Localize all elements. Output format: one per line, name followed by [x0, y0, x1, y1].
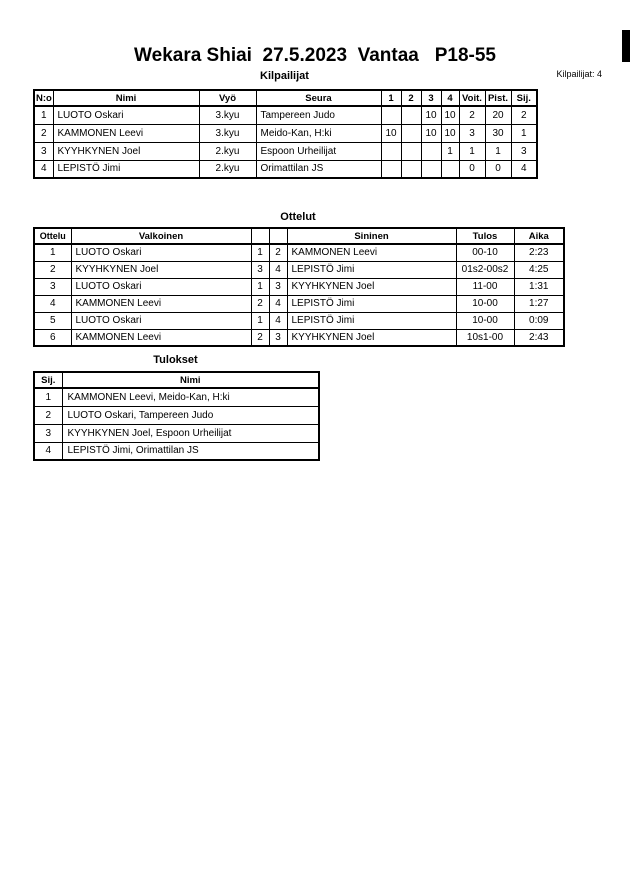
- cell-seura: Meido-Kan, H:ki: [256, 124, 381, 142]
- header-cell: [269, 228, 287, 244]
- cell-c4: 1: [441, 142, 459, 160]
- header-cell: Tulos: [456, 228, 514, 244]
- ottelut-table: [33, 227, 565, 347]
- cell-c4: [441, 160, 459, 178]
- cell-wno: 2: [251, 329, 269, 346]
- header-cell: Nimi: [62, 372, 319, 388]
- cell-ottelu: 4: [34, 295, 71, 312]
- cell-sij: 3: [34, 424, 62, 442]
- header-cell: 2: [401, 90, 421, 106]
- cell-sininen: LEPISTÖ Jimi: [287, 261, 456, 278]
- cell-valkoinen: KAMMONEN Leevi: [71, 329, 251, 346]
- cell-aika: 1:27: [514, 295, 564, 312]
- cell-c4: 10: [441, 124, 459, 142]
- cell-valkoinen: LUOTO Oskari: [71, 312, 251, 329]
- header-cell: Nimi: [53, 90, 199, 106]
- table-row: [34, 160, 537, 178]
- cell-no: 3: [34, 142, 53, 160]
- cell-aika: 1:31: [514, 278, 564, 295]
- cell-nimi: LEPISTÖ Jimi: [53, 160, 199, 178]
- header-cell: 4: [441, 90, 459, 106]
- cell-ottelu: 5: [34, 312, 71, 329]
- table-row: [34, 106, 537, 124]
- table-row: [34, 312, 564, 329]
- cell-sininen: LEPISTÖ Jimi: [287, 312, 456, 329]
- cell-ottelu: 2: [34, 261, 71, 278]
- table-row: [34, 442, 319, 460]
- header-cell: Vyö: [199, 90, 256, 106]
- page-title: Wekara Shiai 27.5.2023 Vantaa P18-55: [134, 45, 496, 66]
- cell-nimi: KAMMONEN Leevi: [53, 124, 199, 142]
- cell-bno: 4: [269, 295, 287, 312]
- cell-voit: 3: [459, 124, 485, 142]
- cell-aika: 4:25: [514, 261, 564, 278]
- cell-ottelu: 6: [34, 329, 71, 346]
- cell-bno: 4: [269, 261, 287, 278]
- table-row: [34, 142, 537, 160]
- header-cell: Seura: [256, 90, 381, 106]
- section-title-tulokset: Tulokset: [153, 354, 198, 366]
- cell-voit: 0: [459, 160, 485, 178]
- cell-tulos: 10-00: [456, 295, 514, 312]
- cell-valkoinen: KYYHKYNEN Joel: [71, 261, 251, 278]
- cell-tulos: 01s2-00s2: [456, 261, 514, 278]
- tulokset-table: [33, 371, 320, 461]
- cell-bno: 2: [269, 244, 287, 261]
- cell-aika: 2:23: [514, 244, 564, 261]
- cell-c3: [421, 142, 441, 160]
- kilpailijat-body: [34, 106, 537, 178]
- cell-tulos: 10s1-00: [456, 329, 514, 346]
- page-edge-mark: [622, 30, 630, 62]
- cell-vyo: 2.kyu: [199, 142, 256, 160]
- cell-seura: Orimattilan JS: [256, 160, 381, 178]
- cell-c2: [401, 142, 421, 160]
- cell-c1: [381, 106, 401, 124]
- cell-valkoinen: LUOTO Oskari: [71, 278, 251, 295]
- header-cell: Sininen: [287, 228, 456, 244]
- header-cell: Aika: [514, 228, 564, 244]
- table-row: [34, 406, 319, 424]
- header-cell: Voit.: [459, 90, 485, 106]
- cell-pist: 20: [485, 106, 511, 124]
- cell-wno: 3: [251, 261, 269, 278]
- cell-tulos: 00-10: [456, 244, 514, 261]
- table-row: [34, 244, 564, 261]
- cell-aika: 2:43: [514, 329, 564, 346]
- cell-valkoinen: KAMMONEN Leevi: [71, 295, 251, 312]
- cell-no: 1: [34, 106, 53, 124]
- section-title-ottelut: Ottelut: [280, 211, 316, 223]
- cell-tulos: 10-00: [456, 312, 514, 329]
- cell-bno: 4: [269, 312, 287, 329]
- cell-c1: [381, 142, 401, 160]
- header-cell: Sij.: [34, 372, 62, 388]
- cell-wno: 1: [251, 312, 269, 329]
- cell-tulos: 11-00: [456, 278, 514, 295]
- table-row: [34, 295, 564, 312]
- cell-bno: 3: [269, 278, 287, 295]
- cell-wno: 1: [251, 278, 269, 295]
- cell-valkoinen: LUOTO Oskari: [71, 244, 251, 261]
- cell-c3: 10: [421, 106, 441, 124]
- cell-voit: 2: [459, 106, 485, 124]
- cell-sininen: LEPISTÖ Jimi: [287, 295, 456, 312]
- cell-sininen: KYYHKYNEN Joel: [287, 278, 456, 295]
- cell-pist: 0: [485, 160, 511, 178]
- table-row: [34, 124, 537, 142]
- cell-pist: 1: [485, 142, 511, 160]
- cell-sij: 1: [34, 388, 62, 406]
- cell-sij: 3: [511, 142, 537, 160]
- cell-sininen: KAMMONEN Leevi: [287, 244, 456, 261]
- table-row: [34, 424, 319, 442]
- cell-pist: 30: [485, 124, 511, 142]
- cell-voit: 1: [459, 142, 485, 160]
- cell-ottelu: 1: [34, 244, 71, 261]
- ottelut-body: [34, 244, 564, 346]
- cell-sininen: KYYHKYNEN Joel: [287, 329, 456, 346]
- cell-nimi: KYYHKYNEN Joel: [53, 142, 199, 160]
- cell-nimi: KYYHKYNEN Joel, Espoon Urheilijat: [62, 424, 319, 442]
- tulokset-body: [34, 388, 319, 460]
- cell-no: 4: [34, 160, 53, 178]
- cell-c3: [421, 160, 441, 178]
- cell-c1: 10: [381, 124, 401, 142]
- cell-c2: [401, 124, 421, 142]
- cell-c3: 10: [421, 124, 441, 142]
- ottelut-header-row: [34, 228, 564, 244]
- kilpailijat-table: [33, 89, 538, 179]
- header-cell: Ottelu: [34, 228, 71, 244]
- header-cell: 1: [381, 90, 401, 106]
- header-cell: Pist.: [485, 90, 511, 106]
- kilpailijat-header-row: [34, 90, 537, 106]
- cell-nimi: LEPISTÖ Jimi, Orimattilan JS: [62, 442, 319, 460]
- header-cell: [251, 228, 269, 244]
- cell-c2: [401, 160, 421, 178]
- header-cell: Valkoinen: [71, 228, 251, 244]
- cell-vyo: 3.kyu: [199, 124, 256, 142]
- cell-no: 2: [34, 124, 53, 142]
- cell-wno: 2: [251, 295, 269, 312]
- cell-c2: [401, 106, 421, 124]
- cell-vyo: 2.kyu: [199, 160, 256, 178]
- table-row: [34, 261, 564, 278]
- cell-sij: 1: [511, 124, 537, 142]
- table-row: [34, 329, 564, 346]
- table-row: [34, 278, 564, 295]
- cell-seura: Espoon Urheilijat: [256, 142, 381, 160]
- cell-ottelu: 3: [34, 278, 71, 295]
- cell-nimi: LUOTO Oskari, Tampereen Judo: [62, 406, 319, 424]
- cell-nimi: LUOTO Oskari: [53, 106, 199, 124]
- cell-c1: [381, 160, 401, 178]
- header-cell: 3: [421, 90, 441, 106]
- section-title-kilpailijat: Kilpailijat: [260, 70, 309, 82]
- header-cell: Sij.: [511, 90, 537, 106]
- cell-sij: 2: [511, 106, 537, 124]
- table-row: [34, 388, 319, 406]
- cell-bno: 3: [269, 329, 287, 346]
- cell-c4: 10: [441, 106, 459, 124]
- tulokset-header-row: [34, 372, 319, 388]
- cell-seura: Tampereen Judo: [256, 106, 381, 124]
- cell-sij: 2: [34, 406, 62, 424]
- cell-wno: 1: [251, 244, 269, 261]
- competitor-count-label: Kilpailijat: 4: [556, 69, 602, 79]
- cell-vyo: 3.kyu: [199, 106, 256, 124]
- header-cell: N:o: [34, 90, 53, 106]
- cell-nimi: KAMMONEN Leevi, Meido-Kan, H:ki: [62, 388, 319, 406]
- cell-sij: 4: [34, 442, 62, 460]
- cell-sij: 4: [511, 160, 537, 178]
- cell-aika: 0:09: [514, 312, 564, 329]
